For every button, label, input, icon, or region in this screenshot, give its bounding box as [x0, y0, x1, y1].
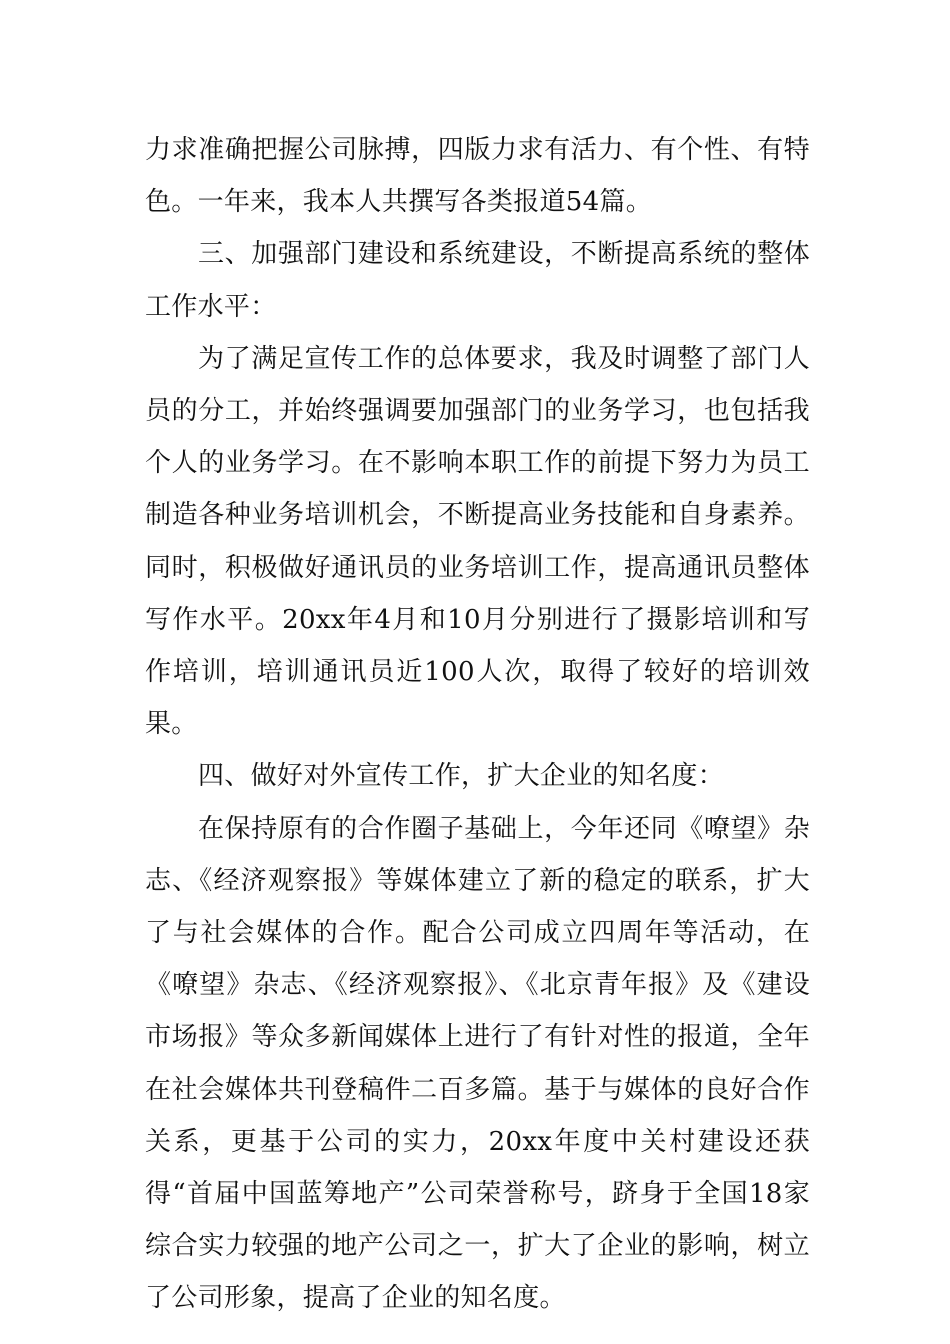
paragraph-continuation: 力求准确把握公司脉搏，四版力求有活力、有个性、有特色。一年来，我本人共撰写各类报道54篇。 — [145, 135, 810, 218]
section-heading-3: 三、加强部门建设和系统建设，不断提高系统的整体工作水平： — [145, 239, 810, 322]
paragraph-external-publicity: 在保持原有的合作圈子基础上，今年还同《嘹望》杂志、《经济观察报》等媒体建立了新的稳定的联系，扩大了与社会媒体的合作。配合公司成立四周年等活动，在《嘹望》杂志、《经济观察报》、《北京青年报》及《建设市场报》等众多新闻媒体上进行了有针对性的报道，全年在社会媒体共刊登稿件二百多篇。基于与媒体的良好合作关系，更基于公司的实力，20xx年度中关村建设还获得“首届中国蓝筹地产”公司荣誉称号，跻身于全国18家综合实力较强的地产公司之一，扩大了企业的影响，树立了公司形象，提高了企业的知名度。 — [145, 813, 810, 1314]
paragraph-department-training: 为了满足宣传工作的总体要求，我及时调整了部门人员的分工，并始终强调要加强部门的业务学习，也包括我个人的业务学习。在不影响本职工作的前提下努力为员工制造各种业务培训机会，不断提高业务技能和自身素养。同时，积极做好通讯员的业务培训工作，提高通讯员整体写作水平。20xx年4月和10月分别进行了摄影培训和写作培训，培训通讯员近100人次，取得了较好的培训效果。 — [145, 343, 810, 740]
section-heading-4: 四、做好对外宣传工作，扩大企业的知名度： — [198, 761, 725, 792]
document-body — [145, 124, 810, 1325]
